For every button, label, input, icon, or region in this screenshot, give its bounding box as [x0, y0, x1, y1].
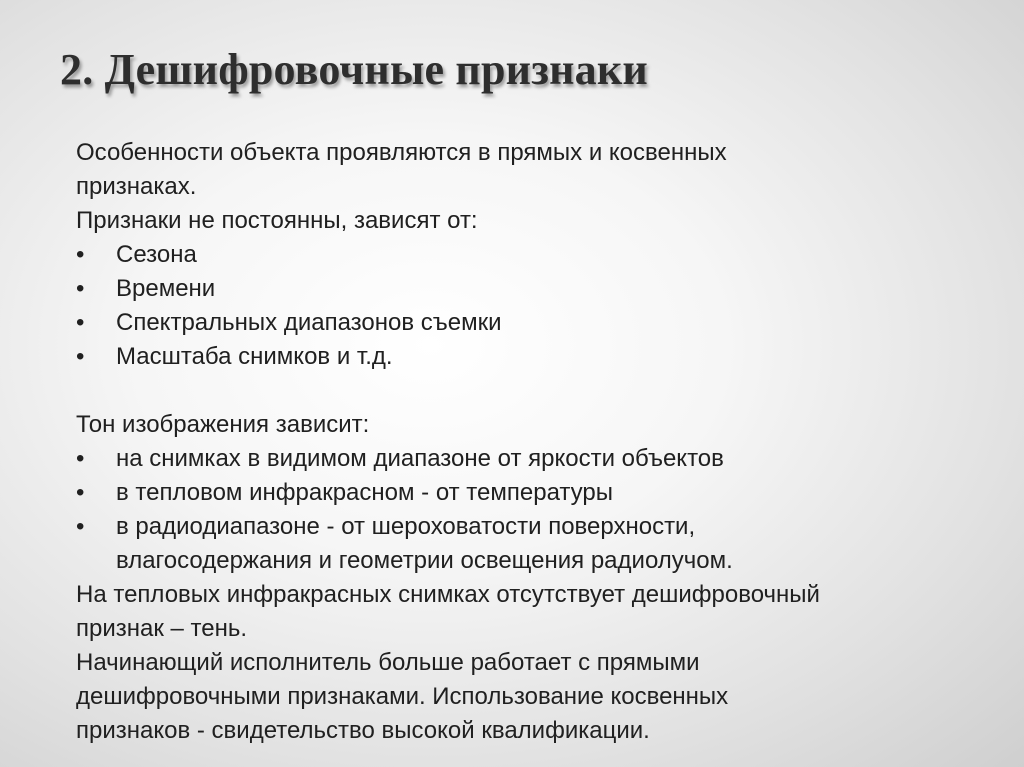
depends-heading: Признаки не постоянны, зависят от: [76, 207, 478, 234]
list-item [76, 272, 996, 306]
bullet-icon: • [76, 241, 85, 268]
list-item [76, 510, 996, 578]
list-item [76, 340, 996, 374]
bullet-icon: • [76, 275, 85, 302]
bullet-icon: • [76, 309, 85, 336]
list-item-text: Масштаба снимков и т.д. [116, 343, 393, 370]
list-item-text: Времени [116, 275, 216, 302]
list-item-text: влагосодержания и геометрии освещения радиолучом. [116, 547, 733, 574]
beginner-note-line: дешифровочными признаками. Использование косвенных [76, 683, 729, 710]
slide-title: 2. Дешифровочные признаки [60, 45, 648, 94]
spacer [76, 374, 996, 408]
tone-list [76, 442, 996, 578]
intro-line: признаках. [76, 173, 197, 200]
list-item [76, 476, 996, 510]
bullet-icon: • [76, 479, 85, 506]
list-item-text: на снимках в видимом диапазоне от яркости объектов [116, 445, 724, 472]
beginner-note-line: признаков - свидетельство высокой квалификации. [76, 717, 650, 744]
beginner-note [76, 646, 996, 748]
bullet-icon: • [76, 513, 85, 540]
list-item [76, 306, 996, 340]
thermal-note-line: На тепловых инфракрасных снимках отсутствует дешифровочный [76, 581, 820, 608]
slide-content [76, 136, 996, 748]
intro-line: Особенности объекта проявляются в прямых и косвенных [76, 139, 727, 166]
list-item-text: в тепловом инфракрасном - от температуры [116, 479, 613, 506]
bullet-icon: • [76, 445, 85, 472]
thermal-note-line: признак – тень. [76, 615, 248, 642]
tone-heading: Тон изображения зависит: [76, 411, 370, 438]
list-item-text: Спектральных диапазонов съемки [116, 309, 502, 336]
list-item [76, 442, 996, 476]
beginner-note-line: Начинающий исполнитель больше работает с прямыми [76, 649, 700, 676]
list-item-text: Сезона [116, 241, 197, 268]
thermal-note [76, 578, 996, 646]
intro-paragraph [76, 136, 996, 204]
list-item-text: в радиодиапазоне - от шероховатости поверхности, [116, 513, 696, 540]
list-item [76, 238, 996, 272]
bullet-icon: • [76, 343, 85, 370]
depends-list [76, 238, 996, 374]
